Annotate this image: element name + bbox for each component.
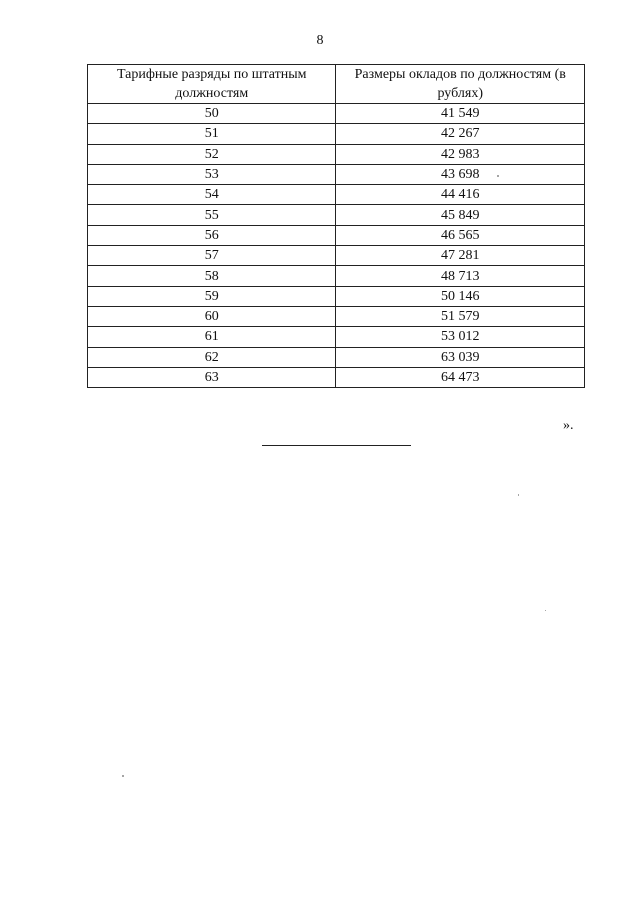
- table-row: [88, 286, 585, 306]
- grade-cell: 57: [88, 246, 336, 266]
- grade-cell: 63: [88, 367, 336, 387]
- table-row: [88, 144, 585, 164]
- scan-speck: [497, 175, 499, 177]
- table-row: [88, 124, 585, 144]
- salary-cell: 53 012: [336, 327, 585, 347]
- page-number: 8: [316, 33, 324, 48]
- salary-cell: 50 146: [336, 286, 585, 306]
- scan-speck: [122, 775, 124, 777]
- table-row: [88, 104, 585, 124]
- header-grade: Тарифные разряды по штатным должностям: [88, 65, 336, 104]
- grade-cell: 56: [88, 225, 336, 245]
- table-row: [88, 185, 585, 205]
- table-row: [88, 225, 585, 245]
- table-row: [88, 205, 585, 225]
- salary-cell: 44 416: [336, 185, 585, 205]
- grade-cell: 59: [88, 286, 336, 306]
- table-header-row: [88, 65, 585, 104]
- salary-cell: 48 713: [336, 266, 585, 286]
- table-body: [88, 104, 585, 388]
- grade-cell: 61: [88, 327, 336, 347]
- salary-cell: 42 983: [336, 144, 585, 164]
- salary-cell: 45 849: [336, 205, 585, 225]
- grade-cell: 51: [88, 124, 336, 144]
- salary-cell: 47 281: [336, 246, 585, 266]
- closing-quote: ».: [563, 418, 574, 433]
- scan-speck: [518, 494, 519, 496]
- grade-cell: 62: [88, 347, 336, 367]
- salary-cell: 51 579: [336, 306, 585, 326]
- grade-cell: 50: [88, 104, 336, 124]
- table-row: [88, 164, 585, 184]
- table-row: [88, 367, 585, 387]
- grade-cell: 55: [88, 205, 336, 225]
- header-salary: Размеры окладов по должностям (в рублях): [336, 65, 585, 104]
- scan-speck: [545, 610, 546, 611]
- grade-cell: 58: [88, 266, 336, 286]
- salary-cell: 41 549: [336, 104, 585, 124]
- grade-cell: 54: [88, 185, 336, 205]
- end-rule: [262, 445, 411, 446]
- salary-cell: 63 039: [336, 347, 585, 367]
- salary-cell: 46 565: [336, 225, 585, 245]
- table-row: [88, 347, 585, 367]
- grade-cell: 53: [88, 164, 336, 184]
- table-row: [88, 266, 585, 286]
- salary-cell: 42 267: [336, 124, 585, 144]
- grade-cell: 60: [88, 306, 336, 326]
- salary-table: [87, 64, 585, 388]
- table-row: [88, 246, 585, 266]
- salary-cell: 43 698: [336, 164, 585, 184]
- table-row: [88, 327, 585, 347]
- table-row: [88, 306, 585, 326]
- salary-cell: 64 473: [336, 367, 585, 387]
- grade-cell: 52: [88, 144, 336, 164]
